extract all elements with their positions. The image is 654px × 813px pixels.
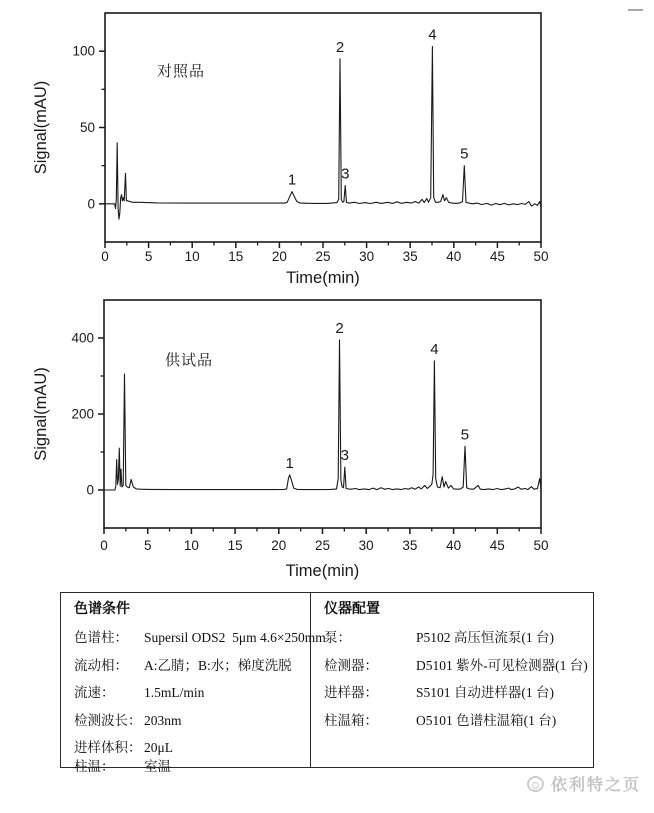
- x-axis-tick-label: 20: [271, 249, 287, 264]
- row-value: S5101 自动进样器(1 台): [416, 685, 554, 701]
- row-label: 流速：: [74, 685, 115, 701]
- peak-label-1: 1: [285, 454, 294, 472]
- table-row: [74, 758, 304, 776]
- row-label: 检测器：: [324, 657, 378, 673]
- watermark-text: 依利特之页: [550, 777, 641, 794]
- table-row: [324, 684, 588, 702]
- row-label: 进样器：: [324, 685, 378, 701]
- row-label: 进样体积：: [74, 740, 142, 756]
- y-axis-tick-label: 200: [71, 406, 94, 422]
- x-axis-tick-label: 10: [183, 538, 199, 553]
- peak-label-5: 5: [460, 426, 470, 444]
- sample-label: 对照品: [157, 63, 206, 80]
- row-value: 203nm: [144, 712, 182, 728]
- peak-label-4: 4: [430, 340, 439, 358]
- x-axis-tick-label: 0: [101, 249, 109, 264]
- x-axis-tick-label: 15: [227, 538, 243, 553]
- row-value: P5102 高压恒流泵(1 台): [416, 630, 554, 646]
- x-axis-tick-label: 50: [533, 538, 549, 553]
- x-axis-tick-label: 0: [100, 538, 108, 553]
- sample-label: 供试品: [165, 352, 214, 369]
- row-value: 室温: [144, 758, 171, 774]
- row-value: 1.5mL/min: [144, 685, 205, 701]
- x-axis-tick-label: 5: [143, 538, 152, 553]
- table-row: [74, 657, 304, 675]
- y-axis-title: Signal(mAU): [32, 367, 50, 461]
- peak-label-4: 4: [428, 26, 437, 44]
- peak-label-3: 3: [340, 447, 349, 465]
- row-label: 检测波长：: [74, 712, 142, 728]
- conditions-table: [60, 592, 594, 774]
- x-axis-tick-label: 30: [358, 538, 374, 553]
- x-axis-tick-label: 30: [359, 249, 375, 264]
- x-axis-tick-label: 15: [228, 249, 244, 264]
- peak-label-2: 2: [335, 38, 345, 56]
- peak-label-2: 2: [335, 319, 344, 337]
- x-axis-title: Time(min): [286, 269, 360, 287]
- table-row: [324, 629, 588, 647]
- row-label: 泵：: [324, 630, 351, 646]
- row-value: A:乙腈；B:水；梯度洗脱: [144, 657, 292, 673]
- row-value: D5101 紫外-可见检测器(1 台): [416, 657, 588, 673]
- y-axis-tick-label: 0: [86, 482, 94, 498]
- y-axis-tick-label: 50: [79, 120, 95, 135]
- y-axis-title: Signal(mAU): [32, 80, 50, 175]
- table-row: [74, 684, 304, 702]
- x-axis-tick-label: 35: [402, 538, 418, 553]
- x-axis-tick-label: 50: [533, 249, 549, 264]
- y-axis-tick-label: 400: [71, 330, 94, 346]
- x-axis-tick-label: 25: [314, 538, 331, 553]
- peak-label-1: 1: [287, 171, 297, 189]
- x-axis-tick-label: 40: [446, 538, 462, 553]
- y-axis-tick-label: 0: [87, 196, 95, 212]
- row-label: 流动相：: [74, 657, 128, 673]
- column-header: 色谱条件: [74, 602, 130, 617]
- plot-frame: [105, 13, 541, 242]
- x-axis-tick-label: 20: [271, 538, 287, 553]
- x-axis-tick-label: 45: [489, 249, 505, 264]
- table-row: [324, 712, 588, 730]
- instrument-configuration-column: [311, 593, 594, 767]
- watermark: [527, 772, 641, 795]
- chromatographic-conditions-column: [61, 593, 326, 774]
- x-axis-tick-label: 40: [446, 249, 462, 264]
- x-axis-tick-label: 5: [144, 249, 153, 264]
- x-axis-tick-label: 25: [315, 249, 331, 264]
- table-row: [74, 629, 326, 647]
- x-axis-tick-label: 45: [489, 538, 505, 553]
- peak-label-3: 3: [341, 165, 350, 183]
- table-row: [324, 657, 588, 675]
- plot-frame: [104, 300, 541, 528]
- table-row: [74, 739, 304, 757]
- x-axis-tick-label: 35: [402, 249, 418, 264]
- column-header: 仪器配置: [324, 602, 380, 617]
- table-row: [74, 712, 304, 730]
- row-value: O5101 色谱柱温箱(1 台): [416, 712, 557, 728]
- x-axis-title: Time(min): [285, 562, 360, 580]
- peak-label-5: 5: [460, 145, 469, 163]
- row-label: 色谱柱：: [74, 630, 128, 646]
- x-axis-tick-label: 10: [184, 249, 200, 264]
- row-value: Supersil ODS2 5μm 4.6×250mm: [144, 630, 326, 646]
- y-axis-tick-label: 100: [72, 43, 95, 59]
- row-label: 柱温：: [74, 758, 115, 774]
- row-value: 20μL: [144, 740, 173, 756]
- elite-logo-icon: [527, 776, 544, 792]
- row-label: 柱温箱：: [324, 712, 378, 728]
